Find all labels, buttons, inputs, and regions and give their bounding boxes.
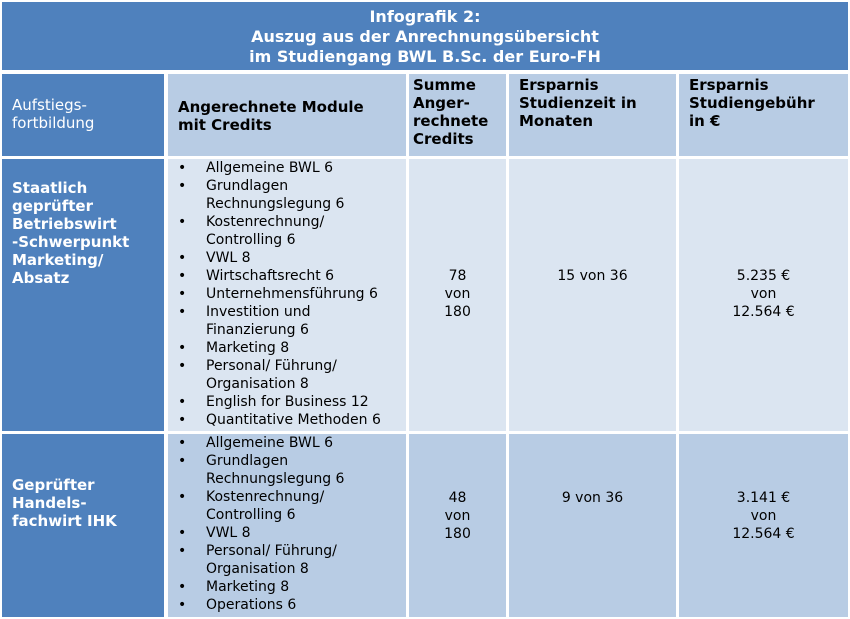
row-1-modules [168, 159, 406, 431]
module-item: • Grundlagen Rechnungslegung 6 [176, 452, 406, 488]
title-line-2: Auszug aus der Anrechnungsübersicht [251, 27, 599, 46]
title-line-3: im Studiengang BWL B.Sc. der Euro-FH [249, 47, 601, 66]
header-ersparnis-studienzeit: Ersparnis Studienzeit in Monaten [509, 74, 676, 156]
module-item: • Kostenrechnung/ Controlling 6 [176, 213, 406, 249]
row-1-studiengebuehr: 5.235 € von 12.564 € [679, 159, 848, 431]
module-item: • Allgemeine BWL 6 [176, 159, 406, 177]
module-item: • Marketing 8 [176, 339, 406, 357]
module-list [176, 434, 406, 614]
infographic-title [2, 2, 848, 70]
module-list [176, 159, 406, 429]
module-item: • Kostenrechnung/ Controlling 6 [176, 488, 406, 524]
row-1-studienzeit: 15 von 36 [509, 159, 676, 431]
module-item: • Personal/ Führung/ Organisation 8 [176, 357, 406, 393]
title-line-1: Infografik 2: [369, 7, 481, 26]
module-item: • Allgemeine BWL 6 [176, 434, 406, 452]
header-aufstiegsfortbildung: Aufstiegs- fortbildung [2, 74, 164, 156]
header-summe-credits: Summe Anger- rechnete Credits [409, 74, 506, 156]
module-item: • Quantitative Methoden 6 [176, 411, 406, 429]
row-1-fortbildung: Staatlich geprüfter Betriebswirt -Schwerpunkt Marketing/ Absatz [2, 159, 164, 431]
module-item: • Personal/ Führung/ Organisation 8 [176, 542, 406, 578]
module-item: • VWL 8 [176, 524, 406, 542]
module-item: • Operations 6 [176, 596, 406, 614]
row-2-studienzeit: 9 von 36 [509, 434, 676, 617]
row-2-credits: 48 von 180 [409, 434, 506, 617]
module-item: • Unternehmensführung 6 [176, 285, 406, 303]
row-2-studiengebuehr: 3.141 € von 12.564 € [679, 434, 848, 617]
header-angerechnete-module: Angerechnete Module mit Credits [168, 74, 406, 156]
row-1-credits: 78 von 180 [409, 159, 506, 431]
module-item: • Grundlagen Rechnungslegung 6 [176, 177, 406, 213]
module-item: • English for Business 12 [176, 393, 406, 411]
header-ersparnis-studiengebuehr: Ersparnis Studiengebühr in € [679, 74, 848, 156]
row-2-fortbildung: Geprüfter Handels- fachwirt IHK [2, 434, 164, 617]
module-item: • Wirtschaftsrecht 6 [176, 267, 406, 285]
row-2-modules [168, 434, 406, 617]
module-item: • Investition und Finanzierung 6 [176, 303, 406, 339]
module-item: • VWL 8 [176, 249, 406, 267]
module-item: • Marketing 8 [176, 578, 406, 596]
